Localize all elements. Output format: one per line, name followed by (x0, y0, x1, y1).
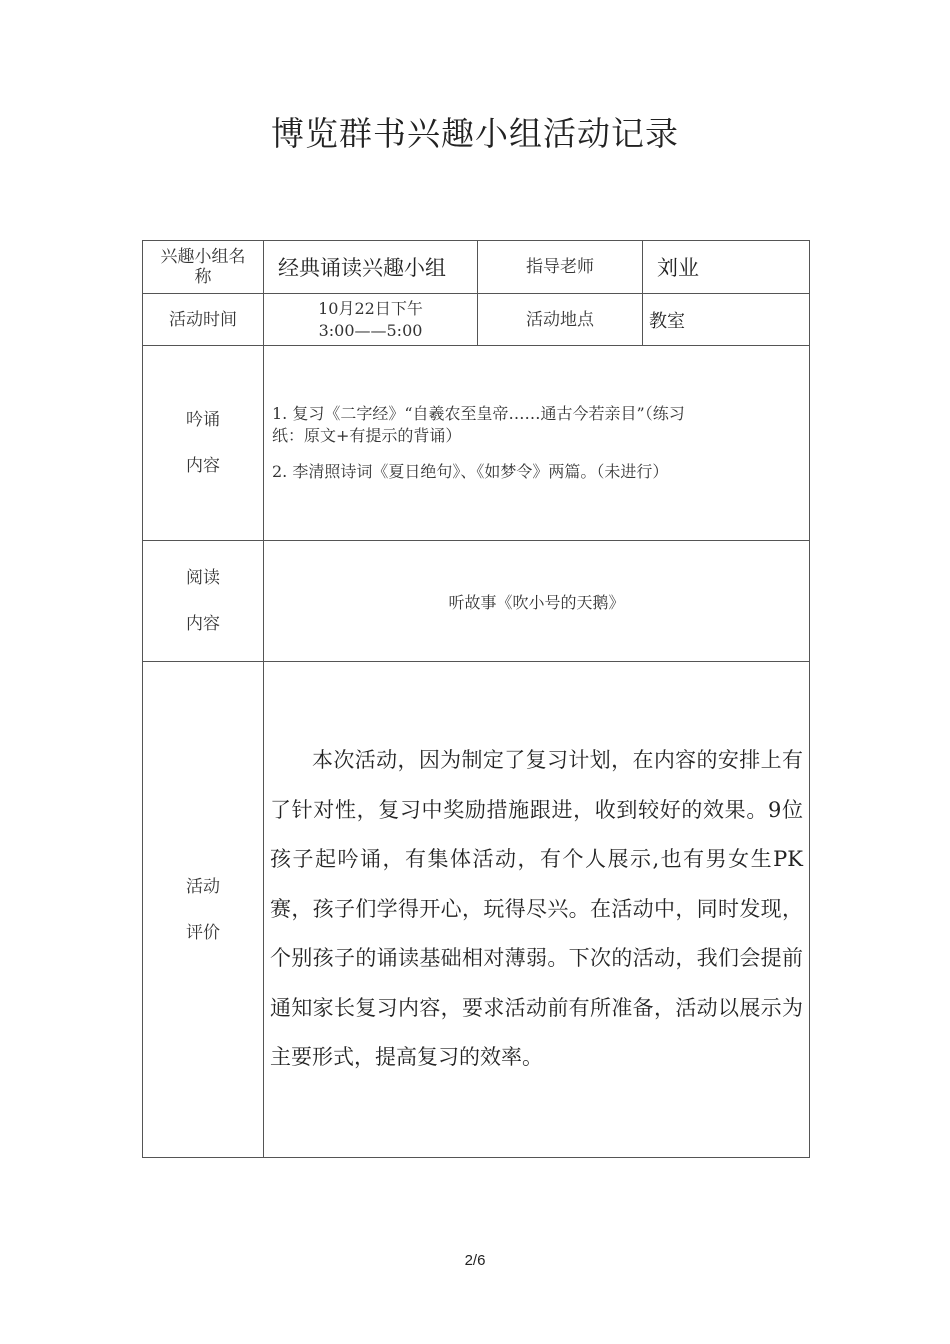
chant-item: 2. 李清照诗词《夏日绝句》、《如梦令》两篇。（未进行） (272, 462, 669, 481)
place-value: 教室 (643, 294, 810, 346)
evaluation-text: 本次活动，因为制定了复习计划，在内容的安排上有了针对性，复习中奖励措施跟进，收到较好的效果。9位孩子起吟诵，有集体活动，有个人展示,也有男女生PK赛，孩子们学得开心，玩得尽兴。在活动中，同时发现，个别孩子的诵读基础相对薄弱。下次的活动，我们会提前通知家长复习内容，要求活动前有所准备，活动以展示为主要形式，提高复习的效率。 (270, 748, 803, 1070)
chant-label-line: 内容 (186, 456, 220, 476)
chant-label-line: 吟诵 (186, 410, 220, 430)
time-value-hours: 3:00——5:00 (318, 320, 423, 340)
evaluation-content (264, 662, 810, 1158)
chant-item: 1. 复习《二字经》“自羲农至皇帝……通古今若亲目”（练习纸：原文+有提示的背诵） (272, 404, 685, 445)
table-row (143, 241, 810, 294)
table-row (143, 294, 810, 346)
table-row (143, 662, 810, 1158)
chant-content (264, 346, 810, 541)
time-label: 活动时间 (143, 294, 264, 346)
reading-label-line: 内容 (186, 614, 220, 634)
reading-content: 听故事《吹小号的天鹅》 (264, 541, 810, 662)
time-value (264, 294, 478, 346)
page-number: 2/6 (464, 1252, 486, 1269)
reading-label-line: 阅读 (186, 568, 220, 588)
table-row (143, 346, 810, 541)
time-value-date: 10月22日下午 (318, 298, 423, 318)
evaluation-label-line: 评价 (186, 922, 220, 943)
evaluation-label (143, 662, 264, 1158)
chant-label (143, 346, 264, 541)
activity-record-table (142, 240, 810, 1158)
evaluation-label-line: 活动 (186, 876, 220, 897)
teacher-label: 指导老师 (478, 241, 643, 294)
table-row (143, 541, 810, 662)
place-label: 活动地点 (478, 294, 643, 346)
reading-label (143, 541, 264, 662)
group-name-value: 经典诵读兴趣小组 (264, 241, 478, 294)
group-name-label: 兴趣小组名称 (143, 241, 264, 294)
teacher-value: 刘业 (643, 241, 810, 294)
page-title: 博览群书兴趣小组活动记录 (271, 114, 679, 153)
